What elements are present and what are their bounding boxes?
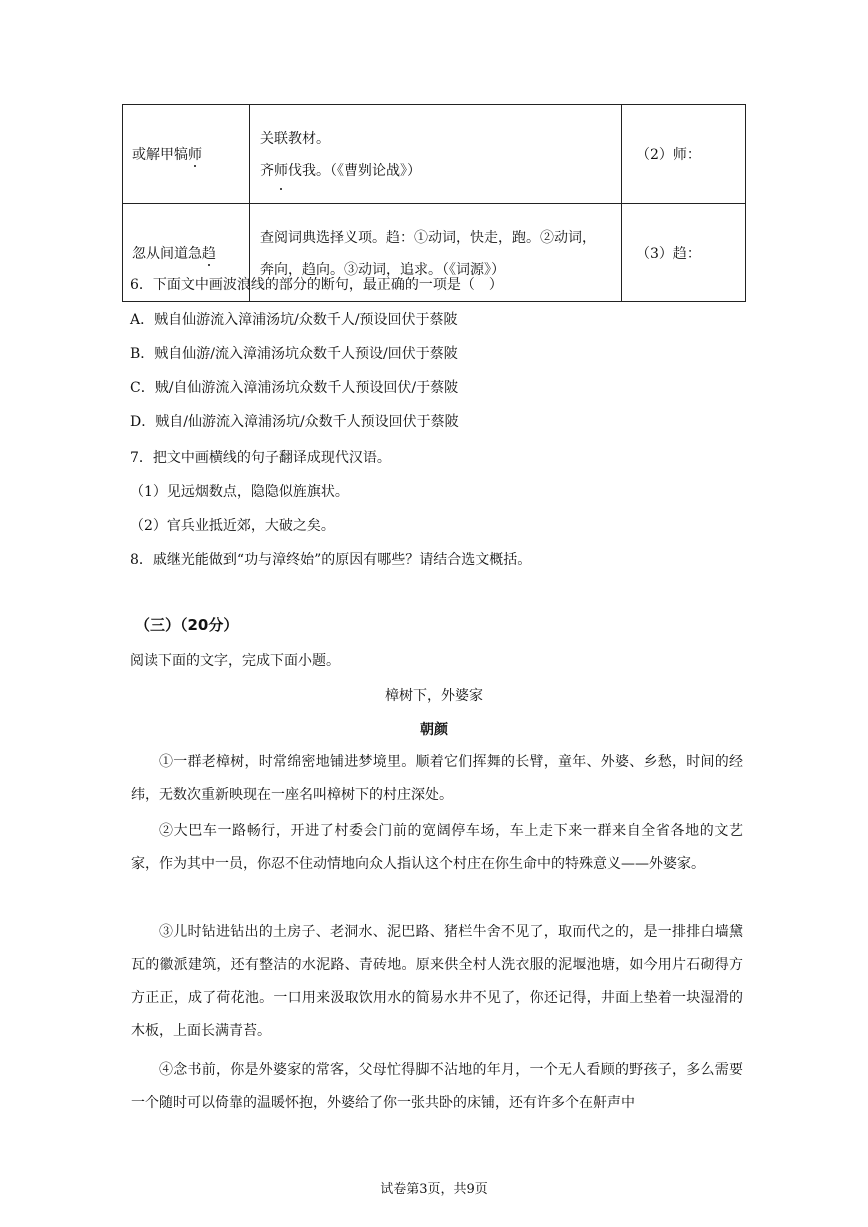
explanation-line: 奔向，趋向。③动词，追求。（《词源》） [260, 261, 505, 278]
explanation-line: 关联教材。 [260, 131, 330, 147]
text-fragment: 伐我。（《曹刿论战》） [288, 163, 421, 179]
question-6-stem: 6．下面文中画波浪线的部分的断句，最正确的一项是（ ） [130, 277, 503, 293]
dotted-character: 趋 [202, 243, 216, 263]
dotted-character: 师 [188, 144, 202, 164]
question-7-stem: 7．把文中画横线的句子翻译成现代汉语。 [130, 450, 391, 466]
reading-instruction: 阅读下面的文字，完成下面小题。 [130, 653, 340, 669]
dotted-character: 师 [274, 155, 288, 187]
question-7-item-2: （2）官兵业抵近郊，大破之矣。 [130, 518, 335, 534]
article-paragraph-2: ②大巴车一路畅行，开进了村委会门前的宽阔停车场，车上走下来一群来自全省各地的文艺家，作为其中一员，你忍不住动情地向众人指认这个村庄在你生命中的特殊意义——外婆家。 [131, 823, 743, 872]
table-cell-answer: （3）趋： [622, 204, 746, 302]
page-footer: 试卷第3页，共9页 [380, 1182, 488, 1197]
article-paragraph-4: ④念书前，你是外婆家的常客，父母忙得脚不沾地的年月，一个无人看顾的野孩子，多么需要一个随时可以倚靠的温暖怀抱，外婆给了你一张共卧的床铺，还有许多个在鼾声中 [131, 1062, 743, 1111]
article-paragraph-1: ①一群老樟树，时常绵密地铺进梦境里。顺着它们挥舞的长臂，童年、外婆、乡愁，时间的经纬，无数次重新映现在一座名叫樟树下的村庄深处。 [131, 754, 743, 803]
question-6-option-d: D．贼自/仙游流入漳浦汤坑/众数千人预设回伏于蔡陂 [130, 414, 459, 430]
article-paragraph-3: ③儿时钻进钻出的土房子、老洞水、泥巴路、猪栏牛舍不见了，取而代之的，是一排排白墙黛瓦的徽派建筑，还有整洁的水泥路、青砖地。原来供全村人洗衣服的泥堰池塘，如今用片石砌得方方正正，成了荷花池。一口用来汲取饮用水的简易水井不见了，你还记得，井面上垫着一块湿滑的木板，上面长满青苔。 [131, 924, 743, 1039]
text-fragment: 齐 [260, 163, 274, 179]
question-7-item-1: （1）见远烟数点，隐隐似旌旗状。 [130, 484, 349, 500]
question-6-option-c: C．贼/自仙游流入漳浦汤坑众数千人预设回伏/于蔡陂 [130, 380, 459, 396]
explanation-line [260, 155, 611, 187]
table-row [123, 105, 746, 204]
article-author: 朝颜 [420, 722, 448, 738]
vocabulary-table [122, 104, 746, 302]
table-cell-answer: （2）师： [622, 105, 746, 204]
article-title: 樟树下，外婆家 [385, 688, 483, 704]
table-cell-word [123, 105, 250, 204]
question-6-option-a: A．贼自仙游流入漳浦汤坑/众数千人/预设回伏于蔡陂 [130, 312, 458, 328]
word-text: 忽从间道急 [132, 245, 202, 262]
table-cell-explanation [250, 105, 622, 204]
question-8-stem: 8．戚继光能做到“功与漳终始”的原因有哪些？请结合选文概括。 [130, 552, 532, 568]
section-heading: （三）（20分） [135, 616, 239, 634]
question-6-option-b: B．贼自仙游/流入漳浦汤坑众数千人预设/回伏于蔡陂 [130, 346, 458, 362]
explanation-line: 查阅词典选择义项。趋：①动词，快走，跑。②动词， [260, 229, 596, 246]
word-text: 或解甲犒 [132, 147, 188, 163]
